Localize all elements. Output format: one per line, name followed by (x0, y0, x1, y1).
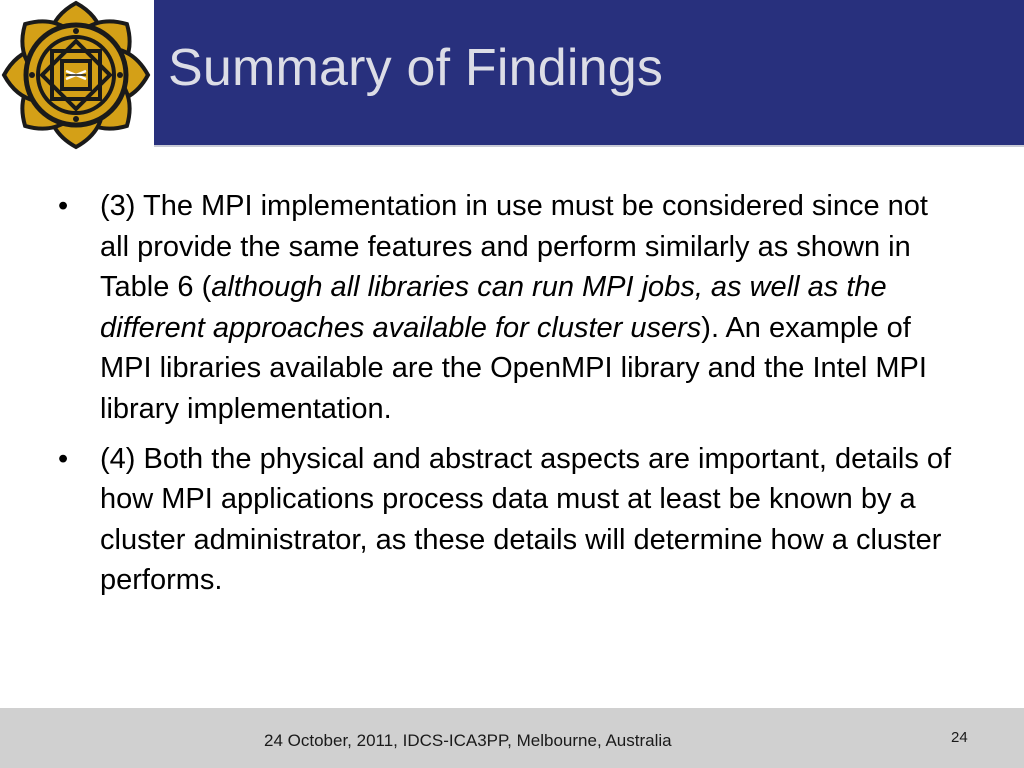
slide-title: Summary of Findings (168, 39, 664, 97)
bullet-marker: • (58, 442, 69, 475)
bullet-marker: • (58, 190, 69, 222)
university-emblem-icon (0, 0, 154, 150)
bullet-text: (4) Both the physical and abstract aspects are important, details of how MPI applications process data must at least be known by a cluster administrator, as these details will determine how a cluster performs. (100, 442, 952, 597)
bullet-item (58, 186, 958, 430)
bullet-italic-text: although all libraries can run MPI jobs, as well as the different approaches available for cluster users (100, 271, 887, 344)
footer-text: 24 October, 2011, IDCS-ICA3PP, Melbourne, Australia (264, 731, 672, 750)
university-logo (0, 0, 154, 150)
bullet-list (58, 186, 958, 610)
bullet-text-continued: ). An example of MPI libraries available are the OpenMPI library and the Intel MPI library implementation. (100, 311, 927, 425)
bullet-text: (3) The MPI implementation in use must be considered since not all provide the same features and perform similarly as shown in Table 6 ( (100, 190, 928, 304)
bullet-item (58, 439, 958, 601)
page-number: 24 (951, 729, 968, 746)
